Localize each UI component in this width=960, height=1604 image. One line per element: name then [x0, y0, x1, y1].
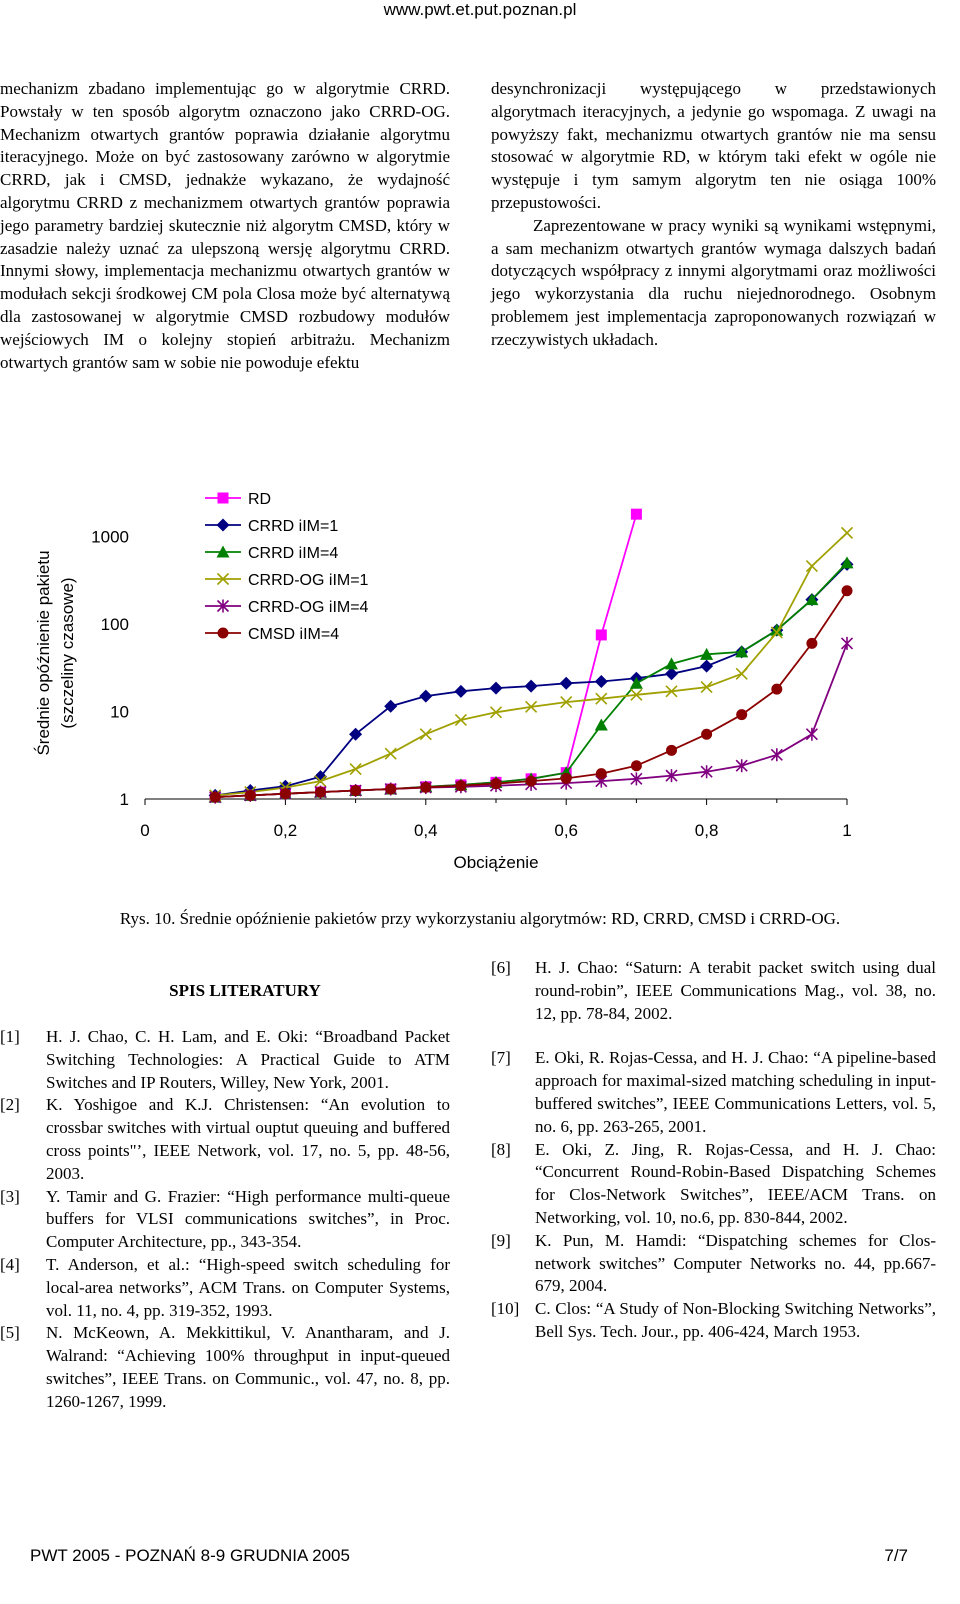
- reference-number: [8]: [491, 1139, 511, 1159]
- data-point: [245, 790, 256, 801]
- y-tick-label: 100: [100, 615, 129, 634]
- figure-caption: Rys. 10. Średnie opóźnienie pakietów przy wykorzystaniu algorytmów: RD, CRRD, CMSD i CRRD-OG.: [119, 909, 841, 928]
- reference-item: [491, 1230, 936, 1298]
- data-point: [491, 778, 502, 789]
- reference-item: [0, 1322, 450, 1413]
- data-point: [842, 585, 853, 596]
- data-point: [561, 773, 572, 784]
- reference-number: [1]: [0, 1027, 20, 1046]
- data-point: [350, 764, 361, 775]
- y-axis-unit: (szczeliny czasowe): [58, 577, 77, 729]
- data-point: [455, 780, 466, 791]
- data-point: [666, 745, 677, 756]
- data-point: [700, 660, 713, 673]
- delay-chart-svg: [0, 460, 960, 890]
- legend-marker: [218, 493, 229, 504]
- data-point: [315, 787, 326, 798]
- paragraph: Zaprezentowane w pracy wyniki są wynikami wstępnymi, a sam mechanizm otwartych grantów wymaga dalszych badań dotyczących współpracy z innymi algorytmami oraz możliwości jego wykorzystania dla ruchu niejednorodnego. Osobnym problemem jest implementacja zaproponowanych rozwiązań w rzeczywistych układach.: [491, 215, 936, 349]
- data-point: [420, 729, 431, 740]
- data-point: [350, 785, 361, 796]
- data-point: [595, 675, 608, 688]
- reference-item: [0, 1186, 450, 1254]
- references-list-right: [491, 957, 936, 1344]
- reference-number: [10]: [491, 1299, 520, 1319]
- data-point: [806, 638, 817, 649]
- reference-text: E. Oki, Z. Jing, R. Rojas-Cessa, and H. J. Chao: “Concurrent Round-Robin-Based Dispatching Schemes for Clos-Network Switches”, IEEE/ACM Trans. on Networking, vol. 10, no.6, pp. 830-844, 2002.: [535, 1139, 936, 1227]
- reference-text: H. J. Chao, C. H. Lam, and E. Oki: “Broadband Packet Switching Technologies: A Practical Guide to ATM Switches and IP Routers, Willey, New York, 2001.: [46, 1027, 450, 1092]
- reference-item: [491, 1139, 936, 1230]
- data-point: [490, 682, 503, 695]
- reference-text: Y. Tamir and G. Frazier: “High performance multi-queue buffers for VLSI communications switches”, in Proc. Computer Architecture, pp., 343-354.: [46, 1186, 450, 1252]
- data-point: [280, 788, 291, 799]
- data-point: [419, 690, 432, 703]
- paragraph: mechanizm zbadano implementując go w algorytmie CRRD. Powstały w ten sposób algorytm oznaczono jako CRRD-OG. Mechanizm otwartych grantów poprawia działanie algorytmu iteracyjnego. Może on być zastosowany zarówno w algorytmie CRRD, jak i CMSD, jednakże wykazano, że wydajność algorytmu CRRD z mechanizmem otwartych grantów poprawia jego parametry bardziej skutecznie niż algorytm CMSD, który w zasadzie należy uznać za ulepszoną wersję algorytmu CRRD. Innymi słowy, implementacja mechanizmu otwartych grantów w modułach sekcji środkowej CM pola Closa może być alternatywą dla zastosowanej w algorytmie CMSD rozbudowy modułów wejściowych IM o kolejny stopień arbitrażu. Mechanizm otwartych grantów sam w sobie nie powoduje efektu: [0, 79, 450, 372]
- header-url: www.pwt.et.put.poznan.pl: [383, 0, 577, 19]
- reference-text: N. McKeown, A. Mekkittikul, V. Anantharam, and J. Walrand: “Achieving 100% throughput in input-queued switches”, IEEE Trans. on Communic., vol. 47, no. 8, pp. 1260-1267, 1999.: [46, 1323, 450, 1411]
- data-point: [560, 677, 573, 690]
- paragraph: desynchronizacji występującego w przedstawionych algorytmach iteracyjnych, a jedynie go wspomaga. Z uwagi na powyższy fakt, mechanizmu otwartych grantów nie ma sensu stosować w algorytmie RD, w którym taki efekt w ogóle nie występuje i tym samym algorytm ten nie osiąga 100% przepustowości.: [491, 79, 936, 212]
- x-tick-label: 0,2: [273, 821, 298, 840]
- body-text-right: [491, 78, 936, 352]
- data-point: [631, 509, 642, 520]
- data-point: [771, 748, 782, 761]
- data-point: [842, 527, 853, 538]
- footer-page-number: 7/7: [884, 1546, 908, 1565]
- reference-text: T. Anderson, et al.: “High-speed switch scheduling for local-area networks”, ACM Trans. on Computer Systems, vol. 11, no. 4, pp. 319-352, 1993.: [46, 1254, 450, 1320]
- reference-text: H. J. Chao: “Saturn: A terabit packet switch using dual round-robin”, IEEE Communications Mag., vol. 38, no. 12, pp. 78-84, 2002.: [535, 958, 936, 1023]
- data-point: [736, 668, 747, 679]
- x-axis-title: Obciążenie: [453, 853, 539, 872]
- reference-number: [3]: [0, 1186, 20, 1206]
- legend-label: CRRD-OG iIM=4: [248, 599, 369, 616]
- data-point: [842, 637, 853, 650]
- reference-item: [0, 1026, 450, 1094]
- reference-item: [0, 1254, 450, 1322]
- reference-item: [491, 957, 936, 1025]
- data-point: [596, 768, 607, 779]
- data-point: [385, 748, 396, 759]
- legend-label: CMSD iIM=4: [248, 626, 340, 643]
- legend-label: RD: [248, 491, 272, 508]
- delay-chart: [0, 460, 960, 890]
- data-point: [841, 556, 854, 568]
- y-tick-label: 1: [119, 790, 129, 809]
- data-point: [596, 629, 607, 640]
- legend-box: [197, 484, 415, 642]
- data-point: [806, 561, 817, 572]
- data-point: [771, 684, 782, 695]
- x-tick-label: 0,6: [554, 821, 579, 840]
- y-axis-title: Średnie opóźnienie pakietu: [34, 550, 53, 756]
- legend-label: CRRD iIM=4: [248, 545, 339, 562]
- data-point: [701, 729, 712, 740]
- reference-item: [0, 1094, 450, 1185]
- reference-text: C. Clos: “A Study of Non-Blocking Switching Networks”, Bell Sys. Tech. Jour., pp. 406-424, March 1953.: [535, 1299, 936, 1341]
- references-list-left: [0, 1026, 450, 1414]
- data-point: [526, 776, 537, 787]
- data-point: [631, 760, 642, 771]
- data-point: [210, 792, 221, 803]
- legend-marker: [218, 628, 229, 639]
- legend-label: CRRD iIM=1: [248, 518, 339, 535]
- reference-text: K. Pun, M. Hamdi: “Dispatching schemes for Clos-network switches” Computer Networks no. 44, pp.667-679, 2004.: [535, 1230, 936, 1296]
- data-point: [525, 680, 538, 693]
- reference-number: [9]: [491, 1230, 511, 1250]
- x-tick-label: 0,8: [694, 821, 719, 840]
- reference-number: [6]: [491, 958, 511, 977]
- data-point: [420, 782, 431, 793]
- data-point: [736, 709, 747, 720]
- data-point: [806, 728, 817, 741]
- x-tick-label: 0,4: [413, 821, 438, 840]
- references-title: SPIS LITERATURY: [169, 981, 321, 1000]
- x-tick-label: 1: [842, 821, 852, 840]
- y-tick-label: 10: [110, 702, 129, 722]
- reference-number: [5]: [0, 1323, 20, 1343]
- reference-item: [491, 1047, 936, 1138]
- footer-conference: PWT 2005 - POZNAŃ 8-9 GRUDNIA 2005: [30, 1546, 350, 1565]
- reference-text: K. Yoshigoe and K.J. Christensen: “An evolution to crossbar switches with virtual ouptut queuing and buffered cross points"’, IEEE Network, vol. 17, no. 5, pp. 48-56, 2003.: [46, 1095, 450, 1183]
- data-point: [385, 784, 396, 795]
- reference-item: [491, 1298, 936, 1344]
- x-tick-label: 0: [140, 821, 150, 840]
- y-tick-label: 1000: [91, 527, 129, 547]
- data-point: [454, 685, 467, 698]
- reference-number: [4]: [0, 1254, 20, 1274]
- reference-text: E. Oki, R. Rojas-Cessa, and H. J. Chao: “A pipeline-based approach for maximal-sized matching scheduling in input-buffered switches”, IEEE Communications Letters, vol. 5, no. 6, pp. 263-265, 2001.: [535, 1048, 936, 1136]
- body-text-left: [0, 78, 450, 374]
- reference-number: [7]: [491, 1048, 511, 1068]
- reference-number: [2]: [0, 1095, 20, 1115]
- legend-label: CRRD-OG iIM=1: [248, 572, 369, 589]
